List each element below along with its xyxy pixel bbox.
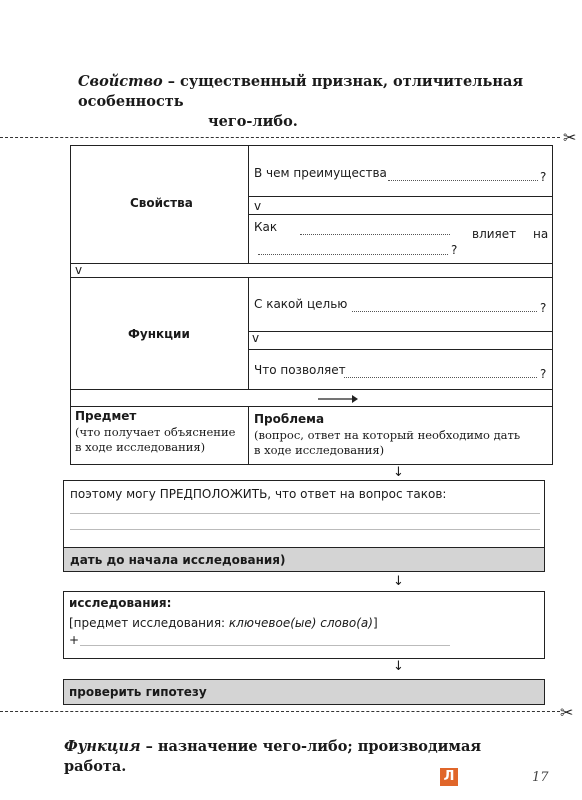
functions-label: Функции: [128, 327, 190, 341]
divider: [248, 196, 553, 197]
research-title: исследования:: [69, 596, 172, 610]
question-mark: ?: [540, 301, 547, 315]
divider: [70, 277, 553, 278]
question-mark: ?: [540, 367, 547, 381]
cut-line-top: [0, 137, 560, 138]
top-definition: Свойство – существенный признак, отличительная особенность чего-либо.: [78, 73, 524, 130]
scissors-icon: ✂: [563, 128, 577, 147]
influences-word: влияет: [472, 227, 517, 241]
down-arrow-icon: ↓: [393, 465, 404, 480]
answer-line[interactable]: [80, 645, 450, 646]
advantages-question: В чем преимущества: [254, 166, 387, 180]
answer-line[interactable]: [388, 180, 538, 181]
research-subject-prefix: [предмет исследования:: [69, 616, 229, 630]
definition-text: существенный признак, отличительная особенность: [78, 73, 524, 110]
answer-line[interactable]: [300, 234, 450, 235]
problem-line2: в ходе исследования): [254, 443, 385, 457]
question-mark: ?: [451, 243, 458, 257]
divider: [70, 389, 553, 390]
problem-title: Проблема: [254, 412, 325, 426]
research-subject-line: [69, 616, 378, 630]
page-number: 17: [532, 770, 549, 785]
divider: [70, 263, 553, 264]
divider: [70, 406, 553, 407]
allows-question: Что позволяет: [254, 363, 346, 377]
research-subject-suffix: ]: [372, 616, 378, 630]
v-mark: v: [75, 263, 83, 277]
definition-text-cont: чего-либо.: [208, 113, 298, 130]
hypothesis-intro: поэтому могу ПРЕДПОЛОЖИТЬ, что ответ на вопрос таков:: [70, 487, 447, 501]
subject-title: Предмет: [75, 409, 137, 423]
right-arrow-icon: [318, 394, 358, 404]
answer-line[interactable]: [70, 513, 540, 514]
answer-line[interactable]: [344, 377, 537, 378]
question-mark: ?: [540, 170, 547, 184]
definition-term: Функция: [64, 738, 141, 755]
divider: [248, 145, 249, 263]
divider: [248, 406, 249, 465]
verify-hypothesis-label: проверить гипотезу: [69, 685, 207, 699]
purpose-question: С какой целью: [254, 297, 348, 311]
definition-term: Свойство: [78, 73, 163, 90]
on-word: на: [533, 227, 549, 241]
divider: [248, 349, 553, 350]
plus-sign: +: [69, 633, 80, 647]
definition-text: назначение чего-либо; производимая работа.: [64, 738, 482, 775]
v-mark: v: [254, 199, 262, 213]
down-arrow-icon: ↓: [393, 659, 404, 674]
divider: [248, 214, 553, 215]
hypothesis-shaded-note: дать до начала исследования): [70, 553, 286, 567]
how-label: Как: [254, 220, 278, 234]
publisher-logo-icon: Л: [440, 768, 458, 786]
answer-line[interactable]: [352, 311, 537, 312]
subject-line2: в ходе исследования): [75, 440, 206, 454]
problem-line1: (вопрос, ответ на который необходимо дать: [254, 428, 521, 442]
bottom-definition: Функция – назначение чего-либо; производимая работа.: [64, 738, 482, 775]
keywords-text: ключевое(ые) слово(а): [228, 616, 373, 630]
divider: [248, 277, 249, 389]
v-mark: v: [252, 331, 260, 345]
properties-label: Свойства: [130, 196, 193, 210]
divider: [248, 331, 553, 332]
subject-line1: (что получает объяснение: [75, 425, 236, 439]
down-arrow-icon: ↓: [393, 574, 404, 589]
answer-line[interactable]: [70, 529, 540, 530]
scissors-icon: ✂: [560, 703, 574, 722]
answer-line[interactable]: [258, 254, 448, 255]
cut-line-bottom: [0, 711, 560, 712]
